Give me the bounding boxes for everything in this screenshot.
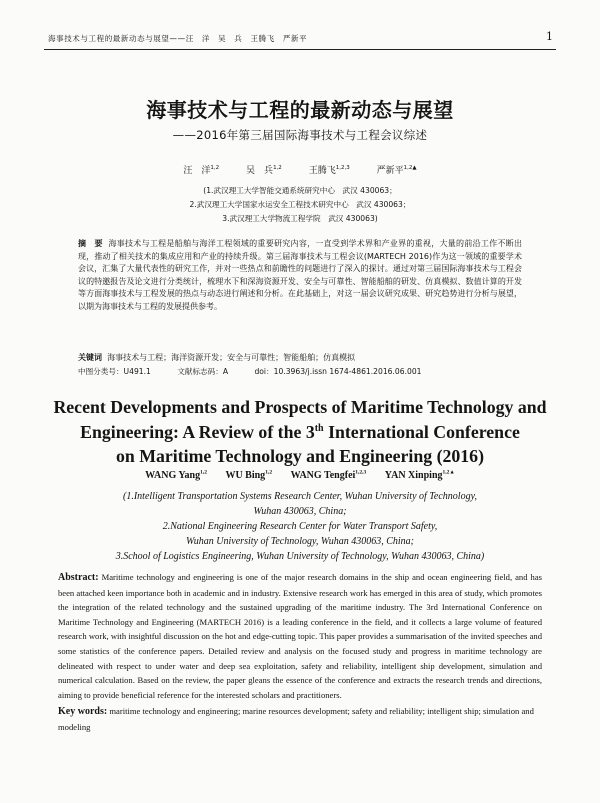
english-abstract	[58, 570, 542, 702]
english-affiliation: 2.National Engineering Research Center for Water Transport Safety,	[162, 521, 438, 532]
chinese-abstract-text: 海事技术与工程是船舶与海洋工程领域的重要研究内容，一直受到学术界和产业界的重视，大量的前沿工作不断出现，推动了相关技术的集成应用和产业的持续升级。第三届海事技术与工程会议(MARTECH 2016)作为这一领域的重要学术会议，汇集了大量代表性的研究工作，并对一些热点和前瞻性的问题进行了深入的探讨。通过对第三届国际海事技术与工程会议的特邀报告及论文进行分类统计，梳理水下和深海资源开发、安全与可靠性、智能船舶的研发、仿真模拟、数值计算的开发等方面海事技术与工程发展的热点与动态进行阐述和分析。在此基础上，对这一届会议研究成果、研究趋势进行分析与展望，以期为海事技术与工程的发展提供参考。	[78, 239, 522, 311]
english-keywords	[58, 704, 542, 734]
doi: doi：10.3963/j.issn 1674-4861.2016.06.001	[254, 367, 422, 376]
english-title-line: Engineering: A Review of the 3th International Conference	[80, 421, 520, 442]
english-author: YAN Xinping$^{1,2▲}$	[384, 469, 455, 481]
chinese-author: 吴 兵$^{1,2}$	[246, 165, 282, 176]
chinese-authors	[0, 163, 600, 176]
chinese-keywords-label: 关键词	[78, 353, 102, 362]
chinese-author: 王腾飞$^{1,2,3}$	[308, 165, 350, 176]
chinese-keywords	[78, 352, 522, 363]
english-affiliation: Wuhan University of Technology, Wuhan 430063, China;	[186, 536, 414, 547]
english-abstract-label: Abstract:	[58, 572, 99, 583]
chinese-abstract	[78, 238, 522, 314]
english-author: WANG Tengfei$^{1,2,3}$	[290, 469, 367, 481]
document-code: 文献标志码：A	[177, 367, 229, 376]
english-authors	[0, 470, 600, 481]
english-keywords-text: maritime technology and engineering; marine resources development; safety and reliability; intelligent ship; simulation and modeling	[58, 706, 534, 732]
english-affiliation: 3.School of Logistics Engineering, Wuhan University of Technology, Wuhan 430063, China)	[115, 551, 485, 562]
header-rule	[44, 49, 556, 50]
chinese-affiliation: (1.武汉理工大学智能交通系统研究中心 武汉 430063；	[203, 186, 397, 195]
chinese-affiliation: 2.武汉理工大学国家水运安全工程技术研究中心 武汉 430063；	[189, 200, 411, 209]
chinese-affiliation: 3.武汉理工大学物流工程学院 武汉 430063)	[222, 214, 378, 223]
english-title	[40, 395, 560, 469]
page-number: 1	[546, 30, 553, 43]
english-keywords-label: Key words:	[58, 706, 108, 717]
english-author: WU Bing$^{1,2}$	[225, 469, 273, 481]
english-abstract-text: Maritime technology and engineering is one of the major research domains in the ship and ocean engineering field, and has been attached keen importance both in academic and in industry. Extensive research work has emerged in this area of study, which promotes the integration of the related technology and the sustained upgrading of the maritime industry. The 3rd International Conference on Maritime Technology and Engineering (MARTECH 2016) is a leading conference in the field, and it collects a large volume of featured research work, with insightful discussion on the hot and edge-cutting topic. This paper provides a summarisation of the invited speeches and some statistics of the conference papers. Detailed review and analysis on the focused study and progress in maritime technology are delineated with respect to under water and deep sea exploitation, safety and reliability, intelligent ship development, simulation and numerical calculation. Based on the review, the paper gleans the essence of the conference and extracts the research trends and directions, aiming to provide beneficial reference for the interested scholars and practitioners.	[58, 572, 542, 700]
english-title-line: on Maritime Technology and Engineering (2016)	[116, 446, 484, 466]
english-title-line: Recent Developments and Prospects of Maritime Technology and	[53, 397, 547, 417]
chinese-title: 海事技术与工程的最新动态与展望	[146, 98, 454, 122]
chinese-author: 严新平$^{1,2▲}$	[376, 165, 417, 176]
chinese-keywords-text: 海事技术与工程；海洋资源开发；安全与可靠性；智能船舶；仿真模拟	[107, 353, 356, 362]
english-affiliation: Wuhan 430063, China;	[253, 506, 347, 517]
running-head: 海事技术与工程的最新动态与展望——汪 洋 吴 兵 王腾飞 严新平	[48, 34, 308, 43]
chinese-subtitle: ——2016年第三届国际海事技术与工程会议综述	[172, 128, 428, 142]
chinese-author: 汪 洋$^{1,2}$	[183, 165, 220, 176]
chinese-abstract-label: 摘 要	[78, 239, 103, 248]
classification-line	[78, 366, 446, 377]
classification-number: 中图分类号：U491.1	[78, 367, 151, 376]
english-affiliation: (1.Intelligent Transportation Systems Research Center, Wuhan University of Technology,	[123, 491, 477, 502]
english-author: WANG Yang$^{1,2}$	[145, 469, 207, 481]
